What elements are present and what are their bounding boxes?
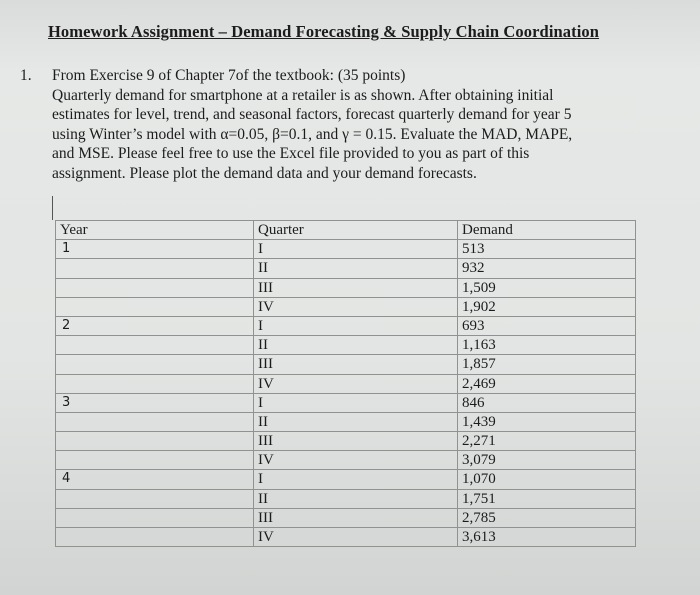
header-year: Year	[56, 221, 254, 240]
table-row	[56, 412, 636, 431]
year-cell: 1	[56, 240, 254, 259]
demand-cell: 1,509	[458, 278, 636, 297]
demand-cell: 693	[458, 316, 636, 335]
question-line: Quarterly demand for smartphone at a retailer is as shown. After obtaining initial	[52, 86, 554, 104]
quarter-cell: II	[254, 489, 458, 508]
year-cell	[56, 412, 254, 431]
table-row	[56, 316, 636, 335]
header-quarter: Quarter	[254, 221, 458, 240]
quarter-cell: IV	[254, 374, 458, 393]
table-row	[56, 528, 636, 547]
question-line: From Exercise 9 of Chapter 7of the textbook: (35 points)	[52, 67, 406, 84]
demand-cell: 1,751	[458, 489, 636, 508]
table-row	[56, 508, 636, 527]
table-row	[56, 451, 636, 470]
demand-cell: 1,857	[458, 355, 636, 374]
question-line: and MSE. Please feel free to use the Excel file provided to you as part of this	[52, 145, 530, 163]
table-header-row	[56, 221, 636, 240]
demand-cell: 1,439	[458, 412, 636, 431]
demand-cell: 1,902	[458, 297, 636, 316]
demand-cell: 846	[458, 393, 636, 412]
table-row	[56, 259, 636, 278]
year-cell	[56, 259, 254, 278]
quarter-cell: II	[254, 336, 458, 355]
demand-cell: 1,070	[458, 470, 636, 489]
quarter-cell: II	[254, 259, 458, 278]
year-cell: 2	[56, 316, 254, 335]
table-row	[56, 240, 636, 259]
quarter-cell: III	[254, 508, 458, 527]
demand-cell: 3,079	[458, 451, 636, 470]
year-cell	[56, 508, 254, 527]
demand-cell: 1,163	[458, 336, 636, 355]
quarter-cell: I	[254, 470, 458, 489]
question-text	[52, 66, 662, 184]
year-cell	[56, 432, 254, 451]
quarter-cell: IV	[254, 297, 458, 316]
demand-cell: 2,785	[458, 508, 636, 527]
table-row	[56, 278, 636, 297]
demand-cell: 2,271	[458, 432, 636, 451]
demand-table	[55, 220, 636, 547]
text-cursor	[52, 196, 53, 220]
header-demand: Demand	[458, 221, 636, 240]
table-row	[56, 432, 636, 451]
question-number: 1.	[20, 67, 32, 84]
quarter-cell: IV	[254, 528, 458, 547]
year-cell	[56, 278, 254, 297]
demand-cell: 932	[458, 259, 636, 278]
table-row	[56, 336, 636, 355]
table-row	[56, 374, 636, 393]
question-line: assignment. Please plot the demand data and your demand forecasts.	[52, 164, 477, 182]
year-cell	[56, 355, 254, 374]
year-cell	[56, 489, 254, 508]
demand-cell: 3,613	[458, 528, 636, 547]
demand-cell: 2,469	[458, 374, 636, 393]
year-cell: 4	[56, 470, 254, 489]
question-line: estimates for level, trend, and seasonal factors, forecast quarterly demand for year 5	[52, 106, 572, 124]
year-cell	[56, 528, 254, 547]
quarter-cell: III	[254, 278, 458, 297]
document-title: Homework Assignment – Demand Forecasting & Supply Chain Coordination	[48, 22, 600, 41]
question-line: using Winter’s model with α=0.05, β=0.1, and γ = 0.15. Evaluate the MAD, MAPE,	[52, 125, 573, 143]
table-row	[56, 393, 636, 412]
year-cell	[56, 374, 254, 393]
quarter-cell: III	[254, 355, 458, 374]
year-cell	[56, 451, 254, 470]
quarter-cell: III	[254, 432, 458, 451]
quarter-cell: IV	[254, 451, 458, 470]
quarter-cell: I	[254, 240, 458, 259]
quarter-cell: II	[254, 412, 458, 431]
year-cell	[56, 297, 254, 316]
quarter-cell: I	[254, 393, 458, 412]
quarter-cell: I	[254, 316, 458, 335]
table-row	[56, 489, 636, 508]
demand-cell: 513	[458, 240, 636, 259]
year-cell	[56, 336, 254, 355]
table-row	[56, 470, 636, 489]
table-row	[56, 355, 636, 374]
table-row	[56, 297, 636, 316]
year-cell: 3	[56, 393, 254, 412]
